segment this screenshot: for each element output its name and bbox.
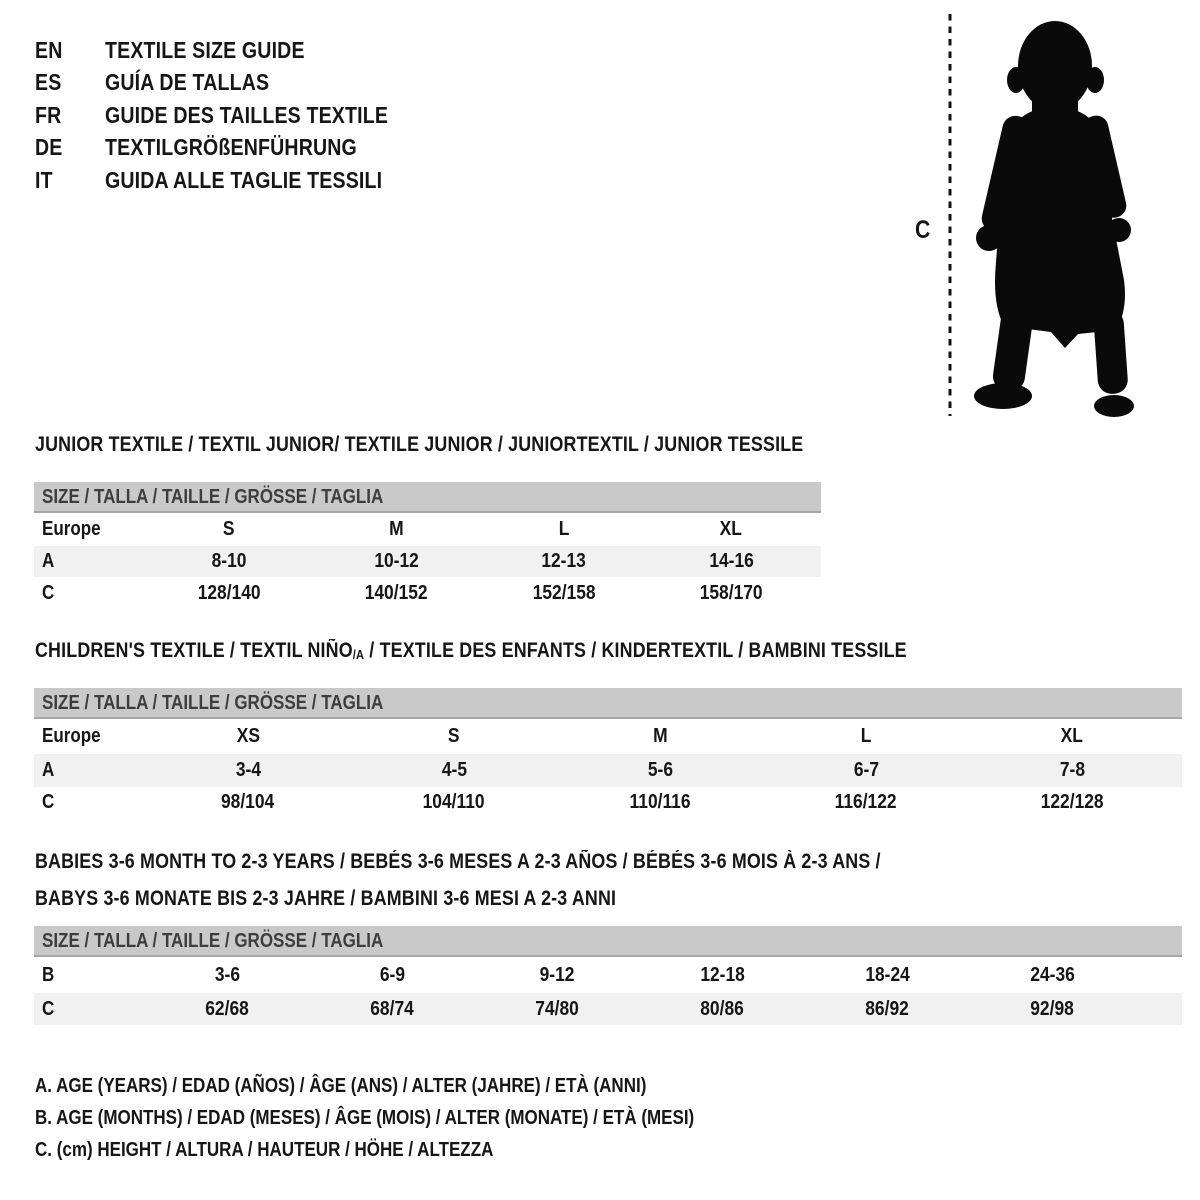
size-cell: 14-16 — [708, 550, 754, 572]
table-header-row — [34, 719, 1182, 754]
header-cell: M — [652, 725, 668, 747]
note-line-c: C. (cm) HEIGHT / ALTURA / HAUTEUR / HÖHE / ALTEZZA — [35, 1139, 494, 1161]
toddler-silhouette-icon — [966, 12, 1138, 418]
row-label-cell: C — [42, 791, 55, 813]
table-row — [34, 546, 821, 577]
header-cell: L — [558, 518, 570, 540]
size-cell: 9-12 — [540, 963, 575, 986]
size-cell: 110/116 — [629, 791, 691, 813]
size-cell: 116/122 — [835, 791, 897, 813]
size-cell: 24-36 — [1030, 963, 1075, 986]
header-cell: XS — [236, 725, 260, 747]
language-title: TEXTILE SIZE GUIDE — [105, 36, 305, 63]
legend-notes — [35, 1070, 811, 1166]
language-code: FR — [35, 101, 62, 128]
row-label-cell: C — [42, 582, 55, 604]
size-cell: 140/152 — [364, 582, 428, 604]
table-row — [34, 993, 1182, 1025]
size-cell: 158/170 — [699, 582, 763, 604]
size-cell: 12-18 — [700, 963, 745, 986]
size-band: SIZE / TALLA / TAILLE / GRÖSSE / TAGLIA — [34, 482, 821, 513]
note-line-b: B. AGE (MONTHS) / EDAD (MESES) / ÂGE (MOIS) / ALTER (MONATE) / ETÀ (MESI) — [35, 1107, 695, 1129]
note-line-a: A. AGE (YEARS) / EDAD (AÑOS) / ÂGE (ANS) / ALTER (JAHRE) / ETÀ (ANNI) — [35, 1075, 647, 1097]
row-label-cell: C — [42, 997, 55, 1020]
babies-size-table — [34, 926, 1182, 1025]
language-title: GUIDE DES TAILLES TEXTILE — [105, 101, 389, 128]
language-row — [35, 164, 438, 197]
language-code: ES — [35, 69, 62, 96]
size-cell: 128/140 — [197, 582, 261, 604]
language-row — [35, 132, 438, 165]
size-cell: 12-13 — [541, 550, 587, 572]
table-row — [34, 577, 821, 610]
children-section-heading: CHILDREN'S TEXTILE / TEXTIL NIÑO/A / TEXTILE DES ENFANTS / KINDERTEXTIL / BAMBINI TESSILE — [35, 639, 907, 662]
language-row — [35, 67, 438, 100]
junior-size-table — [34, 482, 821, 610]
header-cell: S — [448, 725, 460, 747]
size-cell: 62/68 — [205, 997, 250, 1020]
language-title-block — [35, 34, 438, 197]
size-cell: 74/80 — [535, 997, 580, 1020]
junior-section-heading: JUNIOR TEXTILE / TEXTIL JUNIOR/ TEXTILE JUNIOR / JUNIORTEXTIL / JUNIOR TESSILE — [35, 433, 804, 456]
header-cell: Europe — [42, 518, 101, 540]
language-row — [35, 34, 438, 67]
size-band: SIZE / TALLA / TAILLE / GRÖSSE / TAGLIA — [34, 926, 1182, 957]
size-cell: 86/92 — [865, 997, 910, 1020]
babies-heading-line1: BABIES 3-6 MONTH TO 2-3 YEARS / BEBÉS 3-6 MESES A 2-3 AÑOS / BÉBÉS 3-6 MOIS À 2-3 ANS / — [35, 850, 881, 873]
language-code: DE — [35, 134, 63, 161]
table-header-row — [34, 513, 821, 546]
language-code: IT — [35, 166, 53, 193]
size-cell: 18-24 — [865, 963, 910, 986]
language-title: TEXTILGRÖßENFÜHRUNG — [105, 134, 357, 161]
size-cell: 10-12 — [373, 550, 419, 572]
table-row — [34, 754, 1182, 787]
language-row — [35, 99, 438, 132]
size-cell: 5-6 — [647, 759, 673, 781]
header-cell: M — [388, 518, 404, 540]
size-cell: 6-7 — [853, 759, 879, 781]
children-size-table — [34, 688, 1182, 818]
row-label-cell: A — [42, 759, 55, 781]
size-cell: 92/98 — [1030, 997, 1075, 1020]
size-cell: 122/128 — [1040, 791, 1104, 813]
size-cell: 6-9 — [379, 963, 406, 986]
babies-heading-line2: BABYS 3-6 MONATE BIS 2-3 JAHRE / BAMBINI 3-6 MESI A 2-3 ANNI — [35, 887, 617, 910]
size-cell: 80/86 — [700, 997, 745, 1020]
size-cell: 3-6 — [214, 963, 241, 986]
language-title: GUÍA DE TALLAS — [105, 69, 270, 96]
language-title: GUIDA ALLE TAGLIE TESSILI — [105, 166, 383, 193]
height-measure-label: C — [915, 216, 931, 244]
height-measure-line — [944, 14, 956, 416]
size-cell: 3-4 — [235, 759, 261, 781]
size-cell: 8-10 — [211, 550, 247, 572]
header-cell: XL — [1060, 725, 1084, 747]
header-cell: S — [222, 518, 235, 540]
header-cell: Europe — [42, 725, 101, 747]
language-code: EN — [35, 36, 63, 63]
table-row — [34, 957, 1182, 993]
babies-section-heading — [35, 843, 1030, 917]
size-cell: 104/110 — [423, 791, 485, 813]
size-cell: 98/104 — [221, 791, 275, 813]
row-label-cell: B — [42, 963, 55, 986]
row-label-cell: A — [42, 550, 55, 572]
size-cell: 68/74 — [370, 997, 415, 1020]
header-cell: L — [860, 725, 872, 747]
size-cell: 7-8 — [1059, 759, 1085, 781]
size-cell: 152/158 — [532, 582, 596, 604]
table-row — [34, 787, 1182, 818]
size-band: SIZE / TALLA / TAILLE / GRÖSSE / TAGLIA — [34, 688, 1182, 719]
size-cell: 4-5 — [441, 759, 467, 781]
header-cell: XL — [720, 518, 743, 540]
heading-subscript: /A — [352, 647, 365, 662]
